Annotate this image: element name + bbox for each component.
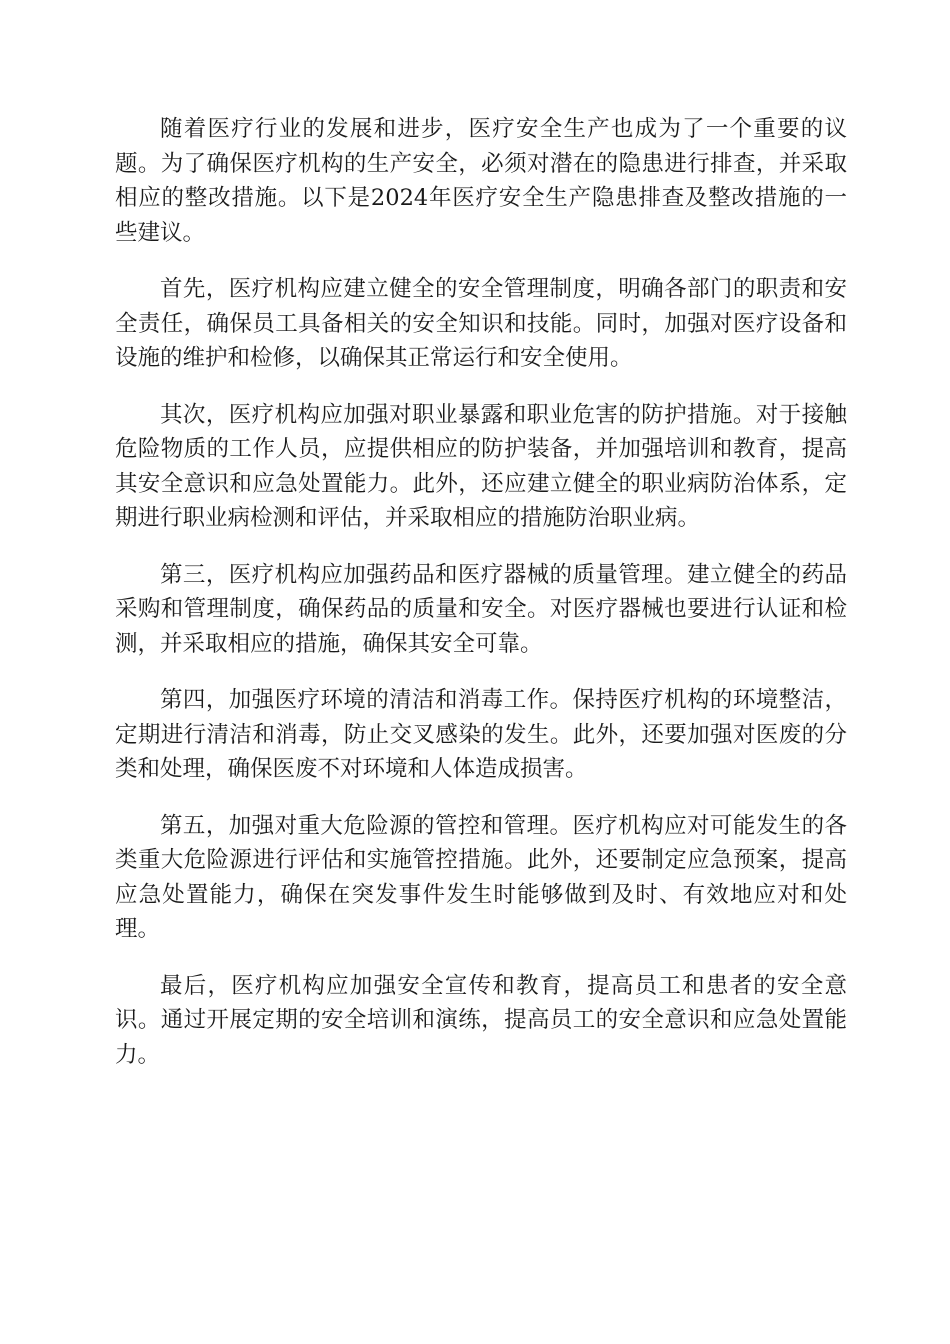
paragraph-intro: 随着医疗行业的发展和进步，医疗安全生产也成为了一个重要的议题。为了确保医疗机构的生产安全，必须对潜在的隐患进行排查，并采取相应的整改措施。以下是2024年医疗安全生产隐患排查及整改措施的一些建议。: [115, 116, 847, 246]
document-body: [115, 112, 847, 1094]
paragraph-fifth: 第五，加强对重大危险源的管控和管理。医疗机构应对可能发生的各类重大危险源进行评估和实施管控措施。此外，还要制定应急预案，提高应急处置能力，确保在突发事件发生时能够做到及时、有效地应对和处理。: [115, 812, 847, 942]
paragraph-fourth: 第四，加强医疗环境的清洁和消毒工作。保持医疗机构的环境整洁，定期进行清洁和消毒，防止交叉感染的发生。此外，还要加强对医废的分类和处理，确保医废不对环境和人体造成损害。: [115, 687, 847, 782]
paragraph-first: 首先，医疗机构应建立健全的安全管理制度，明确各部门的职责和安全责任，确保员工具备相关的安全知识和技能。同时，加强对医疗设备和设施的维护和检修，以确保其正常运行和安全使用。: [115, 276, 847, 371]
paragraph-third: 第三，医疗机构应加强药品和医疗器械的质量管理。建立健全的药品采购和管理制度，确保药品的质量和安全。对医疗器械也要进行认证和检测，并采取相应的措施，确保其安全可靠。: [115, 561, 847, 657]
paragraph-second: 其次，医疗机构应加强对职业暴露和职业危害的防护措施。对于接触危险物质的工作人员，应提供相应的防护装备，并加强培训和教育，提高其安全意识和应急处置能力。此外，还应建立健全的职业病防治体系，定期进行职业病检测和评估，并采取相应的措施防治职业病。: [115, 401, 847, 531]
paragraph-last: 最后，医疗机构应加强安全宣传和教育，提高员工和患者的安全意识。通过开展定期的安全培训和演练，提高员工的安全意识和应急处置能力。: [115, 972, 847, 1068]
